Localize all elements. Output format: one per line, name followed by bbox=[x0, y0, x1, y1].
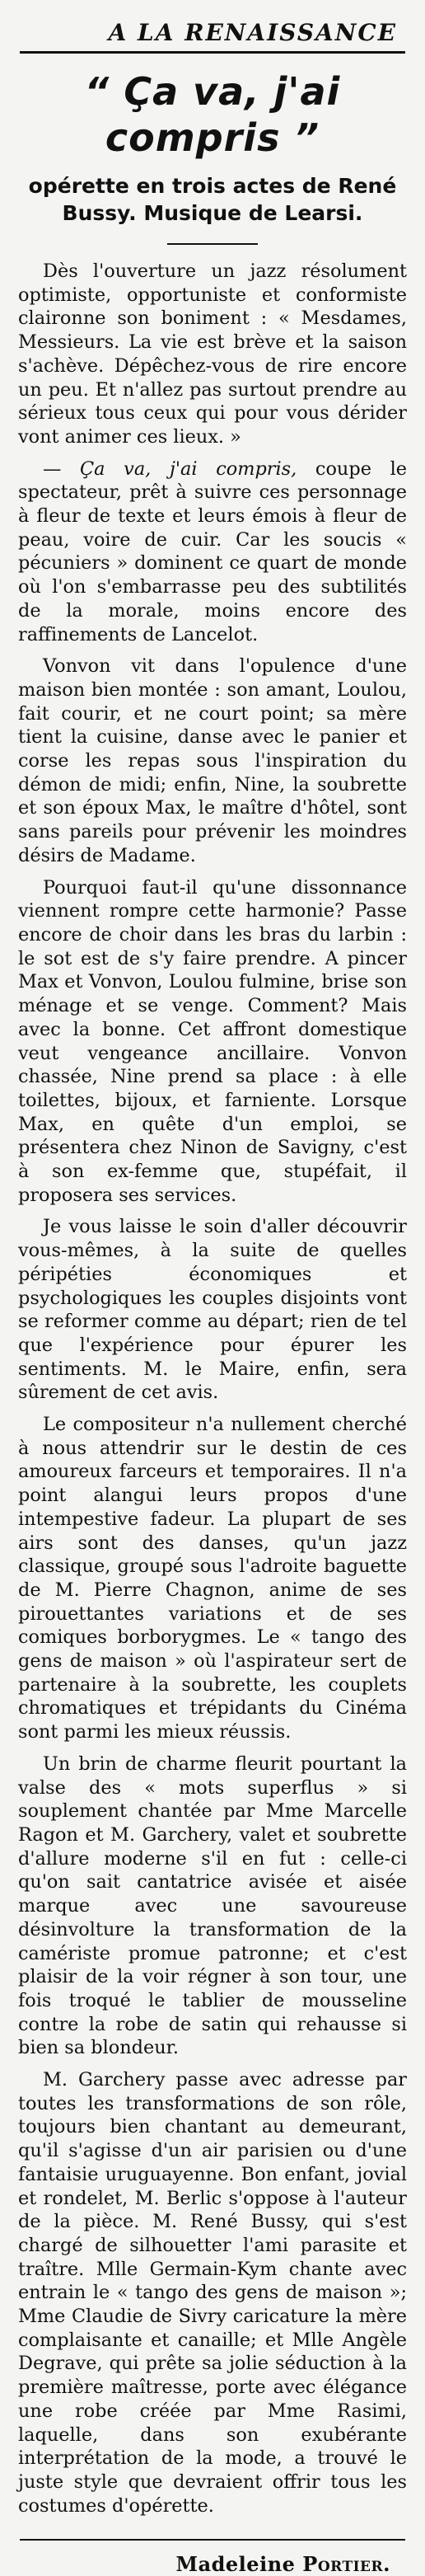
article-deck: opérette en trois actes de René Bussy. Musique de Learsi. bbox=[28, 174, 397, 225]
paragraph-4: Pourquoi faut-il qu'une dissonnance viennent rompre cette harmonie? Passe encore de choir dans les bras du larbin : le sot est de s'y faire prendre. A pincer Max et Vonvon, Loulou fulmine, brise son ménage et se venge. Comment? Mais avec la bonne. Cet affront domestique veut vengeance ancillaire. Vonvon chassée, Nine prend sa place : à elle toilettes, bijoux, et farniente. Lorsque Max, en quête d'un emploi, se présentera chez Ninon de Savigny, c'est à son ex-femme que, stupéfait, il proposera ses services. bbox=[18, 876, 407, 1206]
section-rubric: A LA RENAISSANCE bbox=[108, 19, 397, 46]
paragraph-2: — Ça va, j'ai compris, coupe le spectateur, prêt à suivre ces personnage à fleur de texte et leurs émois à fleur de peau, voire de cuir. Car les soucis « pécuniers » dominent ce quart de monde où l'on s'embarrasse peu des subtilités de la morale, moins encore des raffinements de Lancelot. bbox=[18, 457, 407, 645]
paragraph-7: Un brin de charme fleurit pourtant la valse des « mots superflus » si souplement chantée par Mme Marcelle Ragon et M. Garchery, valet et soubrette d'allure moderne s'il en fut : celle-ci qu'on sait cantatrice avisée et aisée marque avec une savoureuse désinvolture la transformation de la camériste promue patronne; et c'est plaisir de la voir régner à son tour, une fois troqué le tablier de mousseline contre la robe de satin qui rehausse si bien sa blondeur. bbox=[18, 1753, 407, 2059]
signature-divider bbox=[20, 2539, 405, 2541]
author-first-name: Madeleine bbox=[175, 2552, 296, 2576]
paragraph-3: Vonvon vit dans l'opulence d'une maison bien montée : son amant, Loulou, fait courir, et ne court point; sa mère tient la cuisine, danse avec le panier et corse les repas sous l'inspiration du démon de midi; enfin, Nine, la soubrette et son époux Max, le maître d'hôtel, sont sans pareils pour prévenir les moindres désirs de Madame. bbox=[18, 655, 407, 866]
rubric-divider bbox=[20, 51, 405, 54]
paragraph-6: Le compositeur n'a nullement cherché à nous attendrir sur le destin de ces amoureux farceurs et temporaires. Il n'a point alangui leurs propos d'une intempestive fadeur. La plupart de ses airs sont des danses, qu'un jazz classique, groupé sous l'adroite baguette de M. Pierre Chagnon, anime de ses pirouettantes variations et de ses comiques borborygmes. Le « tango des gens de maison » où l'aspirateur sert de partenaire à la soubrette, les couplets chromatiques et trépidants du Cinéma sont parmi les mieux réussis. bbox=[18, 1414, 407, 1743]
article-headline: “ Ça va, j'ai compris ” bbox=[84, 69, 341, 160]
deck-divider bbox=[167, 243, 258, 245]
paragraph-5: Je vous laisse le soin d'aller découvrir vous-mêmes, à la suite de quelles péripéties économiques et psychologiques les couples disjoints vont se reformer comme au départ; rien de tel que l'expérience pour épurer les sentiments. M. le Maire, enfin, sera sûrement de cet avis. bbox=[18, 1216, 407, 1404]
paragraph-1: Dès l'ouverture un jazz résolument optimiste, opportuniste et conformiste claironne son boniment : « Mesdames, Messieurs. La vie est brève et la saison s'achève. Dépêchez-vous de rire encore un peu. Et n'allez pas surtout prendre au sérieux tous ceux qui pour vous dérider vont animer ces lieux. » bbox=[18, 260, 407, 448]
article-column bbox=[15, 0, 410, 2576]
paragraph-8: M. Garchery passe avec adresse par toutes les transformations de son rôle, toujours bien chantant au demeurant, qu'il s'agisse d'un air parisien ou d'une fantaisie uruguayenne. Bon enfant, jovial et rondelet, M. Berlic s'oppose à l'auteur de la pièce. M. René Bussy, qui s'est chargé de silhouetter l'ami parasite et traître. Mlle Germain-Kym chante avec entrain le « tango des gens de maison »; Mme Claudie de Sivry caricature la mère complaisante et canaille; et Mlle Angèle Degrave, qui prête sa jolie séduction à la première maîtresse, porte avec élégance une robe créée par Mme Rasimi, laquelle, dans son exubérante interprétation de la mode, a trouvé le juste style que devraient offrir tous les costumes d'opérette. bbox=[18, 2069, 407, 2517]
article-body bbox=[15, 260, 410, 2517]
author-last-name: Portier. bbox=[302, 2552, 390, 2576]
play-title-quote: Ça va, j'ai compris, bbox=[80, 457, 297, 480]
